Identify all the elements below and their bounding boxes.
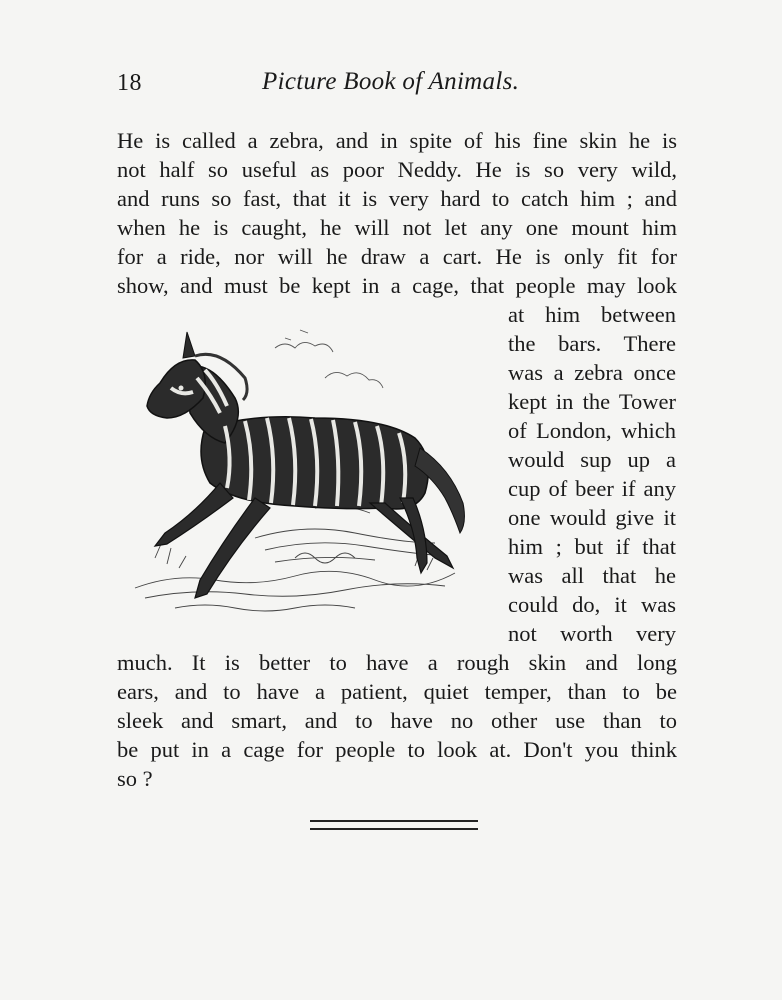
text-line: was all that he [508, 563, 676, 588]
text-line: when he is caught, he will not let any one mount him [117, 215, 677, 240]
text-line: for a ride, nor will he draw a cart. He is only fit for [117, 244, 677, 269]
text-line: show, and must be kept in a cage, that people may look [117, 273, 677, 298]
cloud-sketch [275, 330, 383, 388]
text-line: one would give it [508, 505, 676, 530]
text-line: the bars. There [508, 331, 676, 356]
text-line: was a zebra once [508, 360, 676, 385]
text-line: at him between [508, 302, 676, 327]
end-ornament-rule [310, 820, 478, 830]
text-line: would sup up a [508, 447, 676, 472]
text-line: could do, it was [508, 592, 676, 617]
text-line: him ; but if that [508, 534, 676, 559]
text-line-final: so ? [117, 766, 153, 791]
text-line: cup of beer if any [508, 476, 676, 501]
text-line: of London, which [508, 418, 676, 443]
page-number: 18 [117, 70, 142, 96]
text-line: He is called a zebra, and in spite of his fine skin he is [117, 128, 677, 153]
running-title: Picture Book of Animals. [262, 68, 520, 95]
text-line: much. It is better to have a rough skin and long [117, 650, 677, 675]
text-line: be put in a cage for people to look at. Don't you think [117, 737, 677, 762]
text-line: not worth very [508, 621, 676, 646]
text-line: kept in the Tower [508, 389, 676, 414]
text-line: and runs so fast, that it is very hard to catch him ; and [117, 186, 677, 211]
text-line: sleek and smart, and to have no other use than to [117, 708, 677, 733]
text-line: not half so useful as poor Neddy. He is so very wild, [117, 157, 677, 182]
text-line: ears, and to have a patient, quiet temper, than to be [117, 679, 677, 704]
zebra-illustration [115, 318, 495, 618]
